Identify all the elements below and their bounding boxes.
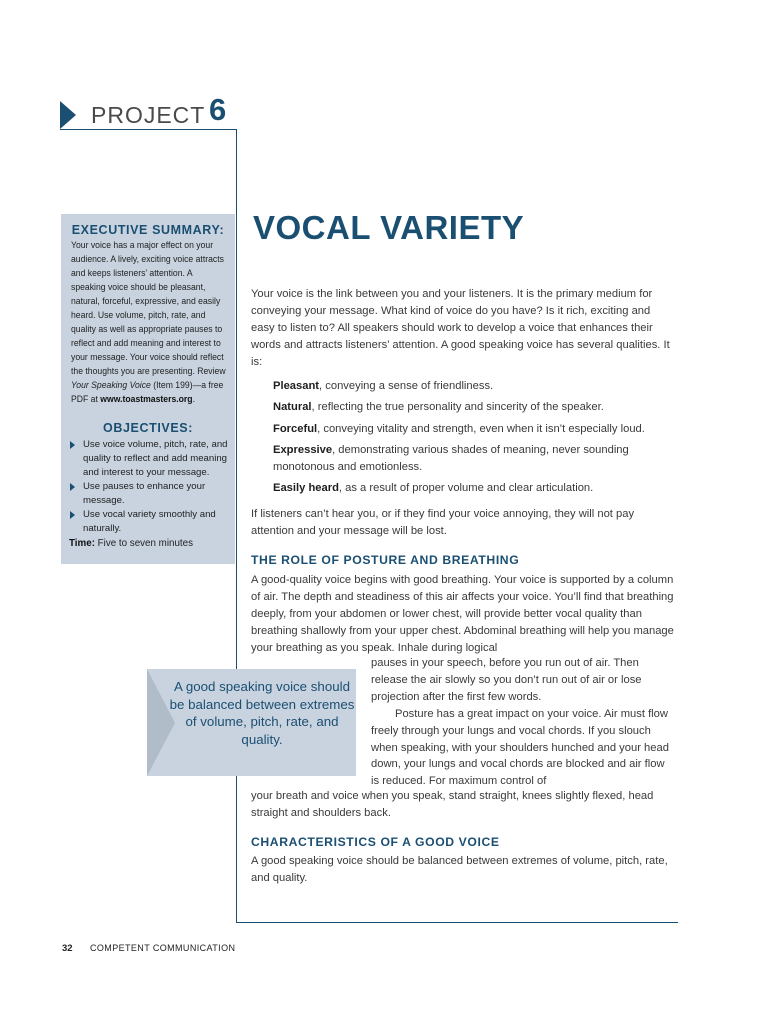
posture-paragraph-3: your breath and voice when you speak, stand straight, knees slightly flexed, head straight and shoulders back. — [251, 790, 654, 819]
quality-desc: , conveying vitality and strength, even when it isn’t especially loud. — [317, 423, 645, 435]
quality-item — [273, 480, 673, 497]
executive-summary-sidebar — [61, 214, 235, 564]
quality-term: Forceful — [273, 423, 318, 435]
objectives-heading: OBJECTIVES: — [103, 421, 193, 435]
quality-term: Pleasant — [273, 380, 320, 392]
quality-item — [273, 421, 673, 438]
objectives-list — [69, 438, 239, 536]
summary-text — [71, 239, 229, 407]
characteristics-paragraph: A good speaking voice should be balanced between extremes of volume, pitch, rate, and quality. — [251, 855, 668, 884]
time-line — [69, 538, 193, 549]
footer-title: COMPETENT COMMUNICATION — [90, 943, 236, 953]
project-arrow-icon — [60, 101, 76, 129]
quality-item — [273, 442, 673, 476]
pull-quote-box — [147, 669, 356, 776]
posture-paragraph-1: A good-quality voice begins with good breathing. Your voice is supported by a column of air. The depth and steadiness of this air affects your voice. You’ll find that breathing deeply, from your abdomen or lower chest, will provide better vocal quality than breathing shallowly from your upper chest. Abdominal breathing will help you manage your breathing as you speak. Inhale during logical — [251, 574, 674, 654]
objective-item — [69, 438, 239, 480]
bullet-arrow-icon — [70, 511, 75, 519]
quality-item — [273, 399, 673, 416]
bullet-arrow-icon — [70, 441, 75, 449]
summary-ref-rest: (Item 199)—a free PDF at — [71, 380, 224, 405]
quality-desc: , as a result of proper volume and clear articulation. — [338, 482, 594, 494]
pull-quote-text: A good speaking voice should be balanced between extremes of volume, pitch, rate, and quality. — [169, 679, 355, 747]
quality-desc: , demonstrating various shades of meaning, never sounding monotonous and emotionless. — [273, 444, 629, 473]
summary-heading: EXECUTIVE SUMMARY: — [71, 223, 225, 237]
time-value: Five to seven minutes — [94, 538, 193, 549]
objective-item — [69, 508, 239, 536]
posture-paragraph-2 — [371, 655, 671, 790]
quality-desc: , conveying a sense of friendliness. — [319, 380, 494, 392]
summary-ref-title: Your Speaking Voice — [71, 380, 151, 391]
bullet-arrow-icon — [70, 483, 75, 491]
intro-paragraph: Your voice is the link between you and your listeners. It is the primary medium for conveying your message. What kind of voice do you have? Is it rich, exciting and easy to listen to? All speakers should work to develop a voice that enhances their words and attracts listeners’ attention. A good speaking voice has several qualities. It is: — [251, 288, 670, 368]
quality-item — [273, 378, 673, 395]
page-number: 32 — [62, 943, 73, 954]
posture-heading: THE ROLE OF POSTURE AND BREATHING — [251, 553, 520, 567]
posture-text-a: pauses in your speech, before you run out of air. Then release the air slowly so you don’t run out of air or lose projection after the first few words. — [371, 657, 642, 703]
quality-term: Expressive — [273, 444, 333, 456]
characteristics-heading: CHARACTERISTICS OF A GOOD VOICE — [251, 835, 500, 849]
bottom-rule — [236, 922, 678, 923]
quality-desc: , reflecting the true personality and sincerity of the speaker. — [311, 401, 604, 413]
time-label: Time: — [69, 538, 95, 549]
objective-item — [69, 480, 239, 508]
quality-term: Natural — [273, 401, 312, 413]
header-rule — [60, 129, 237, 130]
objective-text: Use vocal variety smoothly and naturally. — [83, 509, 216, 534]
summary-url-link[interactable]: www.toastmasters.org — [100, 394, 193, 405]
objective-text: Use voice volume, pitch, rate, and quality to reflect and add meaning and interest to your message. — [83, 439, 228, 478]
summary-end: . — [192, 394, 195, 405]
objective-text: Use pauses to enhance your message. — [83, 481, 206, 506]
posture-text-b: Posture has a great impact on your voice. Air must flow freely through your lungs and vocal chords. If you slouch when speaking, with your shoulders hunched and your head down, your lungs and vocal chords are blocked and air flow is reduced. For maximum control of — [371, 707, 669, 788]
listeners-paragraph: If listeners can’t hear you, or if they find your voice annoying, they will not pay attention and your message will be lost. — [251, 508, 635, 537]
summary-body: Your voice has a major effect on your audience. A lively, exciting voice attracts and keeps listeners’ attention. A speaking voice should be pleasant, natural, forceful, expressive, and easily heard. Use volume, pitch, rate, and quality as well as appropriate pauses to reflect and add meaning and interest to your message. Your voice should reflect the thoughts you are presenting. Review — [71, 240, 226, 377]
project-number: 6 — [209, 92, 227, 127]
page-title: VOCAL VARIETY — [253, 209, 525, 246]
quality-term: Easily heard — [273, 482, 339, 494]
project-label: PROJECT — [91, 102, 206, 128]
